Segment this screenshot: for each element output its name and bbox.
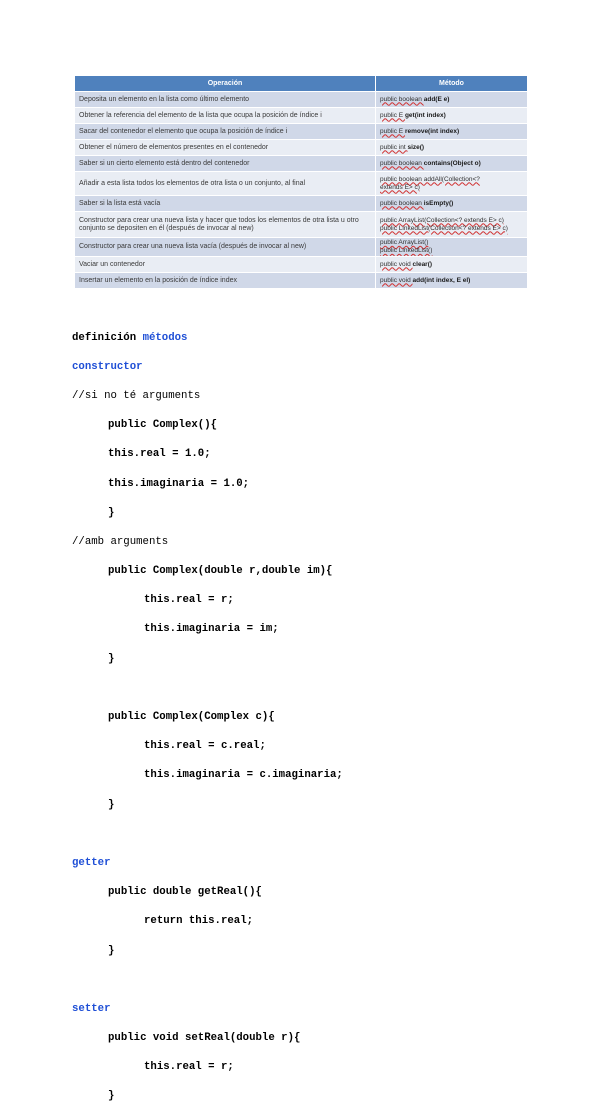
table-row — [75, 172, 528, 196]
operation-cell: Saber si la lista está vacía — [75, 196, 376, 212]
operation-cell: Vaciar un contenedor — [75, 257, 376, 273]
table-row — [75, 156, 528, 172]
method-cell — [376, 257, 528, 273]
operation-cell: Saber si un cierto elemento está dentro del contenedor — [75, 156, 376, 172]
setter-signature: public void setReal(double r){ — [108, 1032, 301, 1045]
table-header-row — [75, 76, 528, 92]
method-prefix: public boolean — [380, 95, 424, 103]
comment-with-args: //amb arguments — [72, 535, 169, 548]
getter-label: getter — [72, 856, 111, 869]
table-row — [75, 124, 528, 140]
method-cell — [376, 172, 528, 196]
comment-no-args: //si no té arguments — [72, 389, 201, 402]
code-line: this.imaginaria = 1.0; — [108, 477, 250, 490]
setter-label: setter — [72, 1002, 111, 1015]
method-name: add(int index, E el) — [412, 276, 471, 284]
code-line: this.real = r; — [144, 1061, 234, 1074]
method-prefix: public ArrayList(Collection<? extends E> c) — [380, 216, 504, 224]
header-method: Método — [376, 76, 528, 92]
method-suffix: public LinkedList() — [380, 247, 433, 254]
method-suffix: public LinkedList(Collection<? extends E> c) — [380, 224, 508, 232]
method-cell — [376, 108, 528, 124]
code-line: this.real = r; — [144, 594, 234, 607]
code-line: return this.real; — [144, 915, 254, 928]
operation-cell: Añadir a esta lista todos los elementos de otra lista o un conjunto, al final — [75, 172, 376, 196]
operations-table — [74, 75, 528, 289]
table-row — [75, 92, 528, 108]
operation-cell: Sacar del contenedor el elemento que ocupa la posición de índice i — [75, 124, 376, 140]
method-prefix: public int — [380, 143, 408, 151]
method-cell — [376, 124, 528, 140]
header-operation: Operación — [75, 76, 376, 92]
method-prefix: public void — [380, 276, 413, 284]
closing-brace: } — [108, 798, 115, 811]
table-row — [75, 140, 528, 156]
constructor-copy-signature: public Complex(Complex c){ — [108, 711, 275, 724]
constructor-label: constructor — [72, 360, 143, 373]
closing-brace: } — [108, 506, 115, 519]
method-name: size() — [407, 143, 425, 151]
method-name: get(int index) — [404, 111, 446, 119]
method-prefix: public E — [380, 127, 405, 135]
table-row — [75, 108, 528, 124]
table-row — [75, 273, 528, 289]
closing-brace: } — [108, 944, 115, 957]
constructor-args-signature: public Complex(double r,double im){ — [108, 565, 333, 578]
method-prefix: public E — [380, 111, 405, 119]
closing-brace: } — [108, 652, 115, 665]
method-suffix: extends E> c) — [380, 183, 420, 191]
getter-signature: public double getReal(){ — [108, 886, 262, 899]
code-line: this.real = 1.0; — [108, 448, 211, 461]
method-prefix: public boolean — [380, 199, 424, 207]
operation-cell: Constructor para crear una nueva lista vacía (después de invocar al new) — [75, 238, 376, 257]
method-prefix: public ArrayList() — [380, 239, 429, 246]
table-row — [75, 212, 528, 238]
operation-cell: Obtener la referencia del elemento de la lista que ocupa la posición de índice i — [75, 108, 376, 124]
blank-line — [72, 827, 542, 842]
method-name: contains(Object o) — [423, 159, 481, 167]
operation-cell: Constructor para crear una nueva lista y hacer que todos los elementos de otra lista u otro conjunto se depositen en él (después de invocar al new) — [75, 212, 376, 238]
method-prefix: public boolean — [380, 159, 424, 167]
method-cell — [376, 273, 528, 289]
table-row — [75, 238, 528, 257]
table-row — [75, 196, 528, 212]
blank-line — [72, 681, 542, 696]
method-prefix: public void — [380, 260, 413, 268]
operation-cell: Insertar un elemento en la posición de índice index — [75, 273, 376, 289]
method-cell — [376, 212, 528, 238]
method-cell — [376, 238, 528, 257]
method-prefix: public boolean addAll(Collection<? — [380, 175, 480, 183]
method-name: add(E e) — [423, 95, 450, 103]
method-name: isEmpty() — [423, 199, 454, 207]
constructor-default-signature: public Complex(){ — [108, 419, 218, 432]
section-heading: definición métodos — [72, 331, 188, 344]
blank-line — [72, 973, 542, 988]
code-line: this.imaginaria = c.imaginaria; — [144, 769, 343, 782]
operation-cell: Deposita un elemento en la lista como último elemento — [75, 92, 376, 108]
method-cell — [376, 156, 528, 172]
code-block — [72, 316, 542, 1119]
table-row — [75, 257, 528, 273]
method-name: remove(int index) — [404, 127, 460, 135]
method-name: clear() — [412, 260, 433, 268]
code-line: this.real = c.real; — [144, 740, 266, 753]
method-cell — [376, 140, 528, 156]
code-line: this.imaginaria = im; — [144, 623, 279, 636]
closing-brace: } — [108, 1090, 115, 1103]
table-body — [75, 92, 528, 289]
method-cell — [376, 92, 528, 108]
operation-cell: Obtener el número de elementos presentes en el contenedor — [75, 140, 376, 156]
method-cell — [376, 196, 528, 212]
